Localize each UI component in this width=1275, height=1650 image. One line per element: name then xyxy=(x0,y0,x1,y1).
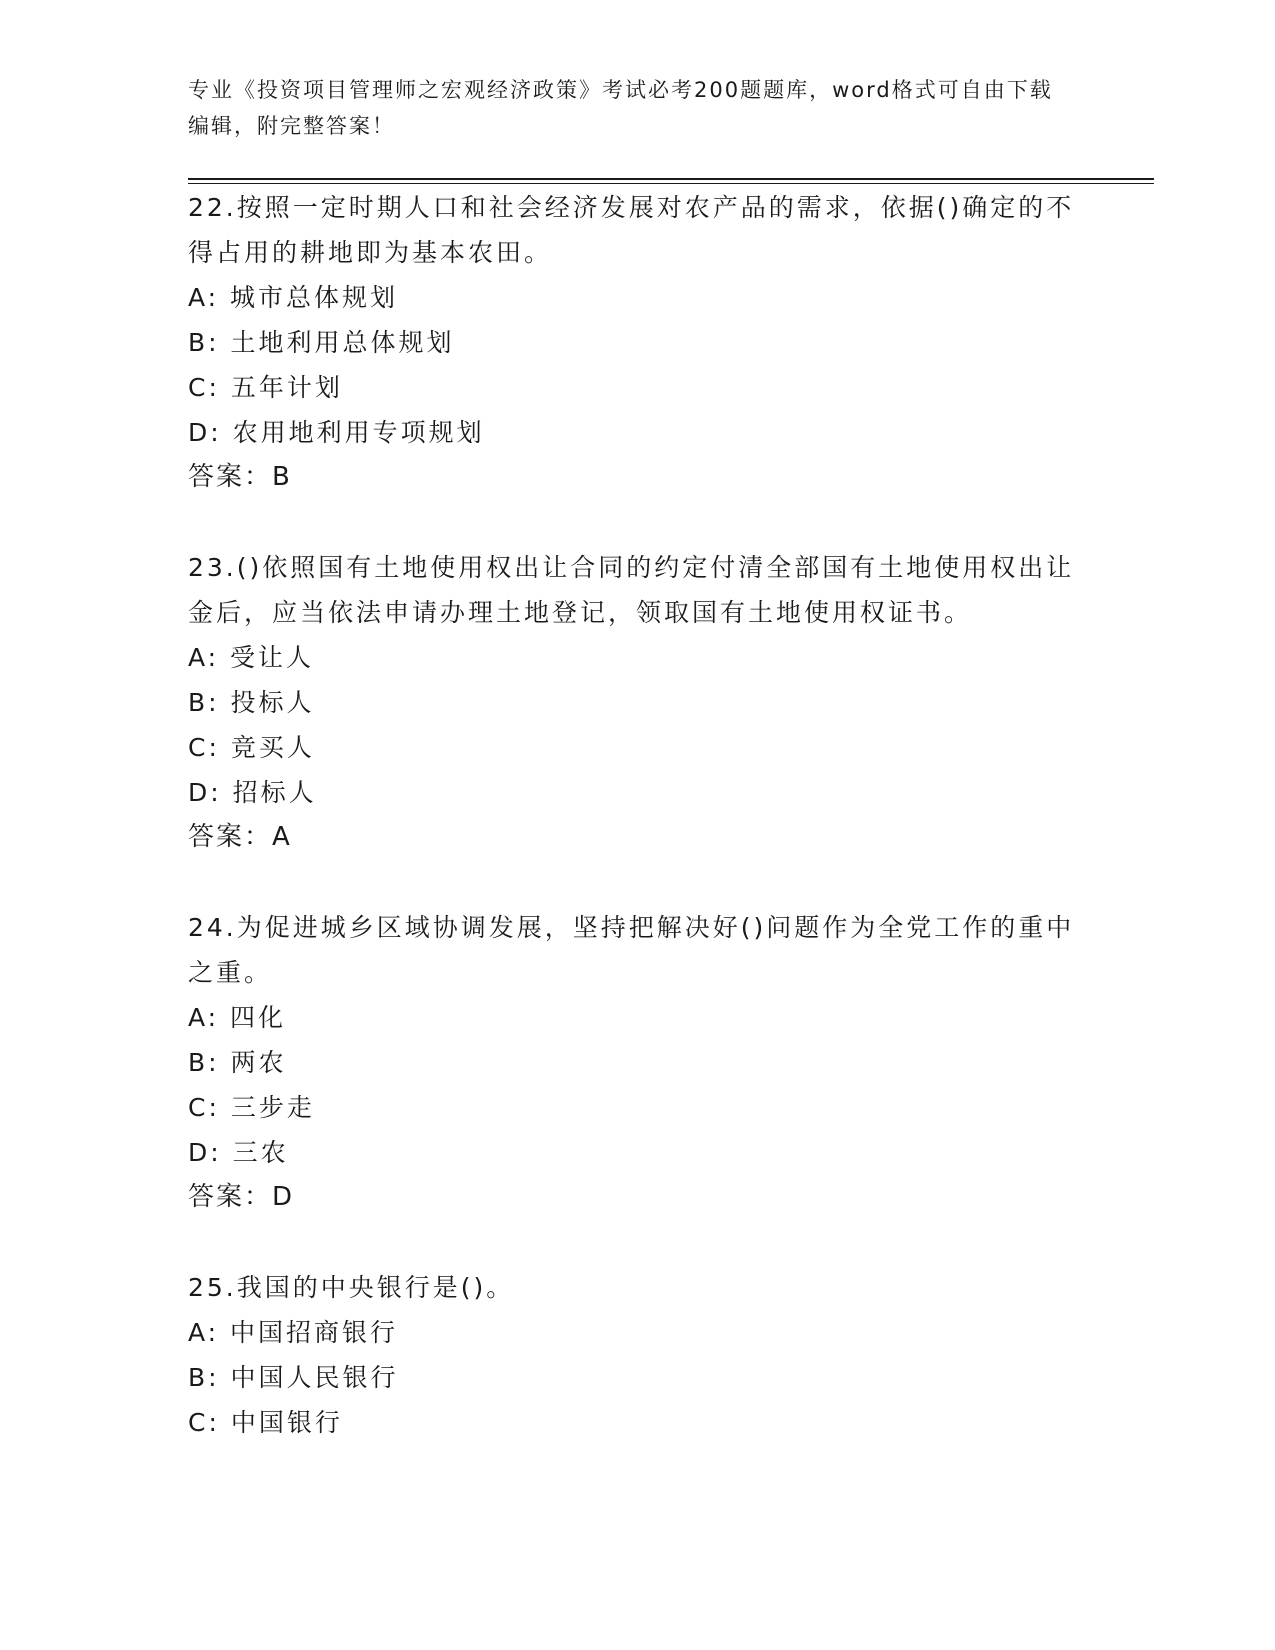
option-a: A: 城市总体规划 xyxy=(188,283,399,312)
option-b: B: 两农 xyxy=(188,1048,287,1077)
question-stem: 24.为促进城乡区域协调发展，坚持把解决好()问题作为全党工作的重中之重。 xyxy=(188,913,1075,987)
answer: 答案：B xyxy=(188,462,292,492)
option-b: B: 投标人 xyxy=(188,688,315,717)
question-22 xyxy=(188,185,1078,500)
question-24 xyxy=(188,905,1078,1220)
option-a: A: 受让人 xyxy=(188,643,315,672)
question-stem: 22.按照一定时期人口和社会经济发展对农产品的需求，依据()确定的不得占用的耕地即为基本农田。 xyxy=(188,193,1075,267)
option-c: C: 中国银行 xyxy=(188,1408,343,1437)
answer: 答案：A xyxy=(188,822,292,852)
option-c: C: 五年计划 xyxy=(188,373,343,402)
option-a: A: 四化 xyxy=(188,1003,287,1032)
header-divider-thin xyxy=(188,183,1154,184)
option-d: D: 农用地利用专项规划 xyxy=(188,418,485,447)
option-b: B: 土地利用总体规划 xyxy=(188,328,455,357)
question-stem: 25.我国的中央银行是()。 xyxy=(188,1273,515,1302)
option-c: C: 三步走 xyxy=(188,1093,315,1122)
question-23 xyxy=(188,545,1078,860)
answer: 答案：D xyxy=(188,1182,295,1212)
document-intro: 专业《投资项目管理师之宏观经济政策》考试必考200题题库，word格式可自由下载编辑，附完整答案！ xyxy=(188,78,1053,138)
option-c: C: 竞买人 xyxy=(188,733,315,762)
option-b: B: 中国人民银行 xyxy=(188,1363,399,1392)
option-d: D: 三农 xyxy=(188,1138,289,1167)
question-stem: 23.()依照国有土地使用权出让合同的约定付清全部国有土地使用权出让金后，应当依法申请办理土地登记，领取国有土地使用权证书。 xyxy=(188,553,1075,627)
option-d: D: 招标人 xyxy=(188,778,317,807)
question-25 xyxy=(188,1265,1078,1445)
option-a: A: 中国招商银行 xyxy=(188,1318,399,1347)
header-divider-thick xyxy=(188,178,1154,180)
